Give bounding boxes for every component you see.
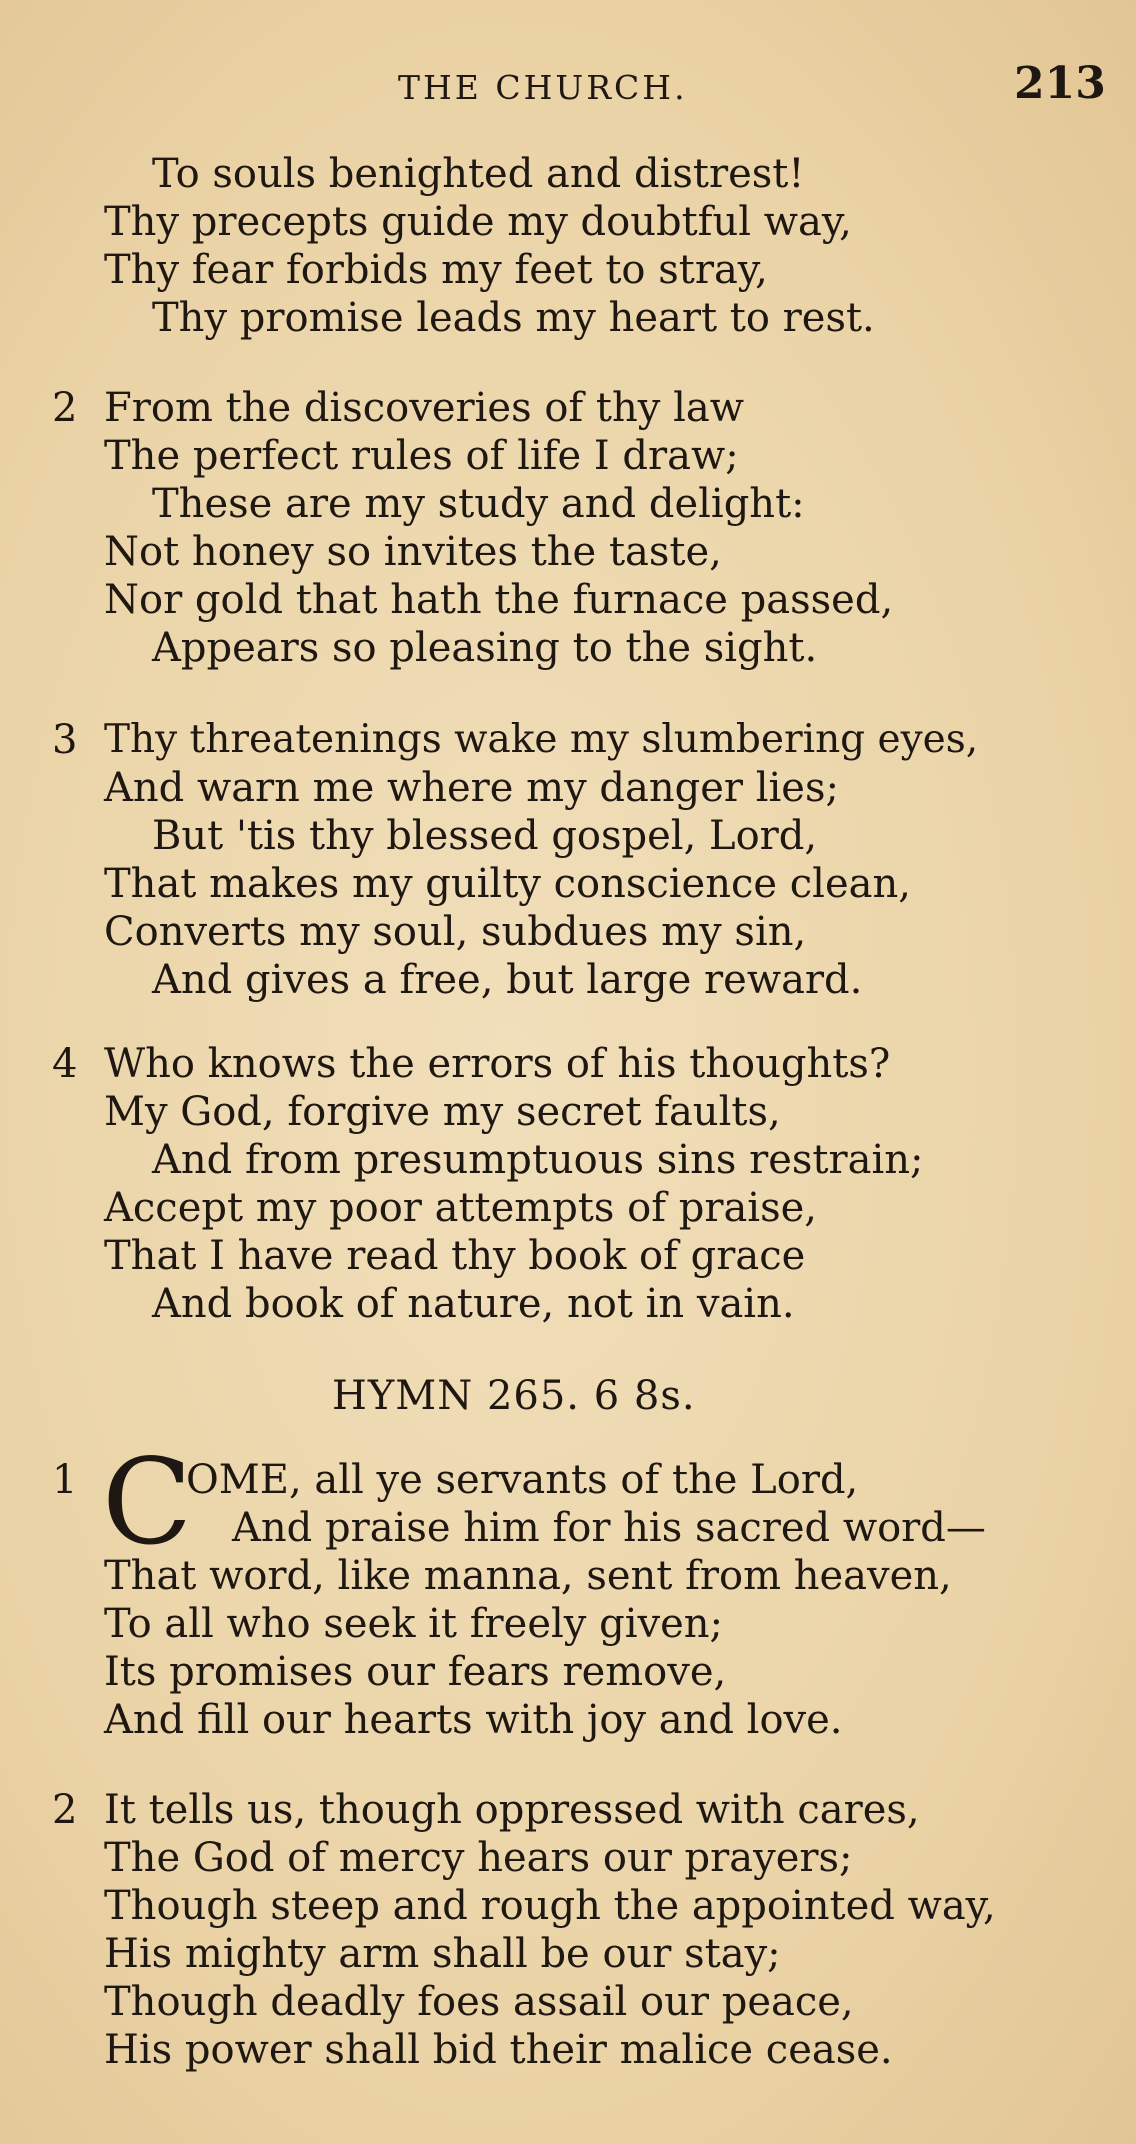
verse-line: Appears so pleasing to the sight. <box>152 625 818 671</box>
verse-line: To all who seek it freely given; <box>104 1601 724 1647</box>
verse-line: Not honey so invites the taste, <box>104 529 722 575</box>
verse-line: Its promises our fears remove, <box>104 1649 727 1695</box>
verse-line: His mighty arm shall be our stay; <box>104 1931 781 1977</box>
verse-line: Thy promise leads my heart to rest. <box>152 295 875 341</box>
verse-line: That word, like manna, sent from heaven, <box>104 1553 952 1599</box>
verse-number: 2 <box>52 385 78 431</box>
verse-line: Thy precepts guide my doubtful way, <box>104 199 852 245</box>
running-head: THE CHURCH. <box>398 68 688 107</box>
drop-cap: C <box>102 1433 193 1571</box>
verse-line: My God, forgive my secret faults, <box>104 1089 781 1135</box>
verse-number: 2 <box>52 1787 78 1833</box>
verse-line: But 'tis thy blessed gospel, Lord, <box>152 813 818 859</box>
page-header <box>0 58 1136 114</box>
verse-line: Nor gold that hath the furnace passed, <box>104 577 894 623</box>
verse-line: The God of mercy hears our prayers; <box>104 1835 853 1881</box>
hymn-title: HYMN 265. 6 8s. <box>332 1373 696 1419</box>
verse-line: Though deadly foes assail our peace, <box>104 1979 854 2025</box>
verse-line: Thy fear forbids my feet to stray, <box>104 247 768 293</box>
verse-line: And gives a free, but large reward. <box>152 957 863 1003</box>
verse-line: And warn me where my danger lies; <box>104 765 839 811</box>
verse-line: Thy threatenings wake my slumbering eyes, <box>104 717 979 762</box>
verse-line: To souls benighted and distrest! <box>152 151 805 197</box>
verse-line: And fill our hearts with joy and love. <box>104 1697 843 1743</box>
verse-line: And from presumptuous sins restrain; <box>152 1137 924 1183</box>
verse-number: 3 <box>52 717 78 763</box>
verse-line: It tells us, though oppressed with cares, <box>104 1787 920 1833</box>
verse-line: Who knows the errors of his thoughts? <box>104 1041 891 1087</box>
verse-line: Converts my soul, subdues my sin, <box>104 909 807 955</box>
page-number: 213 <box>1014 58 1106 109</box>
verse-line: And book of nature, not in vain. <box>152 1281 795 1327</box>
verse-line: That I have read thy book of grace <box>104 1233 806 1279</box>
verse-number: 4 <box>52 1041 78 1087</box>
verse-line: That makes my guilty conscience clean, <box>104 861 911 907</box>
verse-line: From the discoveries of thy law <box>104 385 744 431</box>
verse-line: His power shall bid their malice cease. <box>104 2027 893 2073</box>
verse-line: Accept my poor attempts of praise, <box>104 1185 818 1231</box>
verse-line: These are my study and delight: <box>152 481 805 527</box>
verse-line: And praise him for his sacred word— <box>232 1505 986 1551</box>
verse-number: 1 <box>52 1457 78 1503</box>
verse-line: The perfect rules of life I draw; <box>104 433 739 479</box>
verse-line: Though steep and rough the appointed way, <box>104 1883 996 1929</box>
verse-line: OME, all ye servants of the Lord, <box>186 1457 859 1503</box>
